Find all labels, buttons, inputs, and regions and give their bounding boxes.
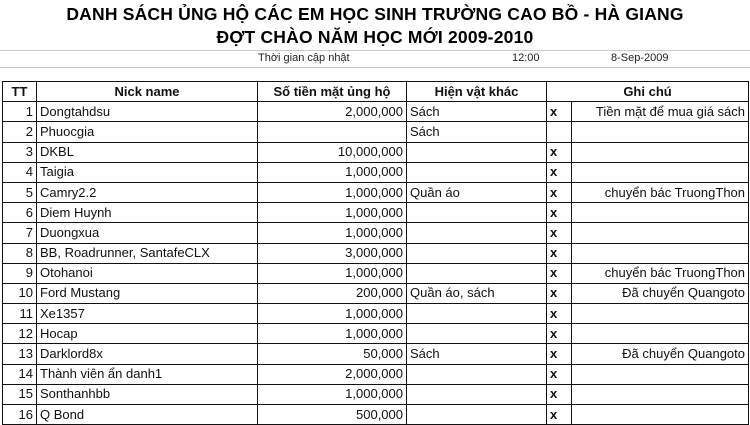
transfer-mark: x	[547, 384, 572, 404]
nick-name-cell: Thành viên ẩn danh1	[37, 364, 258, 384]
row-number: 15	[3, 384, 37, 404]
donation-table	[2, 81, 749, 425]
nick-name-cell: Darklord8x	[37, 344, 258, 364]
header-row	[3, 82, 749, 102]
row-number: 6	[3, 203, 37, 223]
amount-cell: 1,000,000	[258, 384, 407, 404]
transfer-mark: x	[547, 102, 572, 122]
goods-cell	[407, 263, 547, 283]
nick-name-cell: BB, Roadrunner, SantafeCLX	[37, 243, 258, 263]
header-note: Ghi chú	[547, 82, 749, 102]
amount-cell: 500,000	[258, 405, 407, 425]
nick-name-cell: DKBL	[37, 142, 258, 162]
table-row	[3, 162, 749, 182]
note-cell	[572, 122, 749, 142]
row-number: 3	[3, 142, 37, 162]
row-number: 2	[3, 122, 37, 142]
nick-name-cell: Hocap	[37, 324, 258, 344]
table-row	[3, 142, 749, 162]
table-row	[3, 405, 749, 425]
transfer-mark: x	[547, 283, 572, 303]
transfer-mark: x	[547, 364, 572, 384]
table-row	[3, 122, 749, 142]
amount-cell: 1,000,000	[258, 324, 407, 344]
note-cell	[572, 324, 749, 344]
table-row	[3, 182, 749, 202]
update-date: 8-Sep-2009	[611, 52, 669, 64]
transfer-mark	[547, 122, 572, 142]
goods-cell	[407, 384, 547, 404]
amount-cell: 3,000,000	[258, 243, 407, 263]
note-cell	[572, 243, 749, 263]
row-number: 16	[3, 405, 37, 425]
update-label: Thời gian cập nhật	[258, 52, 350, 64]
goods-cell: Quần áo	[407, 182, 547, 202]
note-cell: chuyển bác TruongThon	[572, 263, 749, 283]
table-row	[3, 243, 749, 263]
row-number: 10	[3, 283, 37, 303]
amount-cell: 2,000,000	[258, 364, 407, 384]
table-row	[3, 344, 749, 364]
note-cell: chuyển bác TruongThon	[572, 182, 749, 202]
amount-cell: 1,000,000	[258, 162, 407, 182]
goods-cell	[407, 364, 547, 384]
transfer-mark: x	[547, 263, 572, 283]
note-cell	[572, 203, 749, 223]
table-row	[3, 324, 749, 344]
sheet-title: DANH SÁCH ỦNG HỘ CÁC EM HỌC SINH TRƯỜNG CAO BỒ - HÀ GIANG	[66, 4, 684, 24]
goods-cell	[407, 243, 547, 263]
nick-name-cell: Xe1357	[37, 304, 258, 324]
note-cell	[572, 162, 749, 182]
goods-cell: Quần áo, sách	[407, 283, 547, 303]
row-number: 4	[3, 162, 37, 182]
goods-cell	[407, 304, 547, 324]
update-row	[0, 51, 750, 67]
row-number: 8	[3, 243, 37, 263]
row-number: 12	[3, 324, 37, 344]
nick-name-cell: Dongtahdsu	[37, 102, 258, 122]
transfer-mark: x	[547, 182, 572, 202]
amount-cell: 1,000,000	[258, 263, 407, 283]
transfer-mark: x	[547, 243, 572, 263]
amount-cell: 2,000,000	[258, 102, 407, 122]
amount-cell: 1,000,000	[258, 182, 407, 202]
nick-name-cell: Phuocgia	[37, 122, 258, 142]
transfer-mark: x	[547, 304, 572, 324]
transfer-mark: x	[547, 405, 572, 425]
nick-name-cell: Duongxua	[37, 223, 258, 243]
update-time: 12:00	[512, 52, 540, 64]
amount-cell: 10,000,000	[258, 142, 407, 162]
goods-cell	[407, 324, 547, 344]
row-number: 14	[3, 364, 37, 384]
note-cell	[572, 142, 749, 162]
note-cell: Đã chuyển Quangoto	[572, 283, 749, 303]
table-row	[3, 263, 749, 283]
table-row	[3, 223, 749, 243]
nick-name-cell: Sonthanhbb	[37, 384, 258, 404]
goods-cell	[407, 142, 547, 162]
header-goods: Hiện vật khác	[407, 82, 547, 102]
nick-name-cell: Ford Mustang	[37, 283, 258, 303]
nick-name-cell: Diem Huynh	[37, 203, 258, 223]
note-cell: Đã chuyển Quangoto	[572, 344, 749, 364]
transfer-mark: x	[547, 162, 572, 182]
nick-name-cell: Camry2.2	[37, 182, 258, 202]
amount-cell	[258, 122, 407, 142]
header-nick-name: Nick name	[37, 82, 258, 102]
transfer-mark: x	[547, 203, 572, 223]
note-cell	[572, 384, 749, 404]
amount-cell: 50,000	[258, 344, 407, 364]
header-amount: Số tiền mặt ủng hộ	[258, 82, 407, 102]
table-row	[3, 384, 749, 404]
transfer-mark: x	[547, 142, 572, 162]
note-cell	[572, 364, 749, 384]
goods-cell: Sách	[407, 122, 547, 142]
amount-cell: 1,000,000	[258, 223, 407, 243]
nick-name-cell: Otohanoi	[37, 263, 258, 283]
table-row	[3, 364, 749, 384]
sheet-subtitle: ĐỢT CHÀO NĂM HỌC MỚI 2009-2010	[216, 27, 534, 47]
table-row	[3, 304, 749, 324]
goods-cell	[407, 203, 547, 223]
row-number: 7	[3, 223, 37, 243]
note-cell	[572, 304, 749, 324]
table-row	[3, 283, 749, 303]
note-cell	[572, 405, 749, 425]
table-row	[3, 203, 749, 223]
table-row	[3, 102, 749, 122]
amount-cell: 1,000,000	[258, 203, 407, 223]
goods-cell	[407, 162, 547, 182]
transfer-mark: x	[547, 324, 572, 344]
row-number: 13	[3, 344, 37, 364]
row-number: 5	[3, 182, 37, 202]
row-divider	[0, 67, 750, 68]
transfer-mark: x	[547, 344, 572, 364]
note-cell	[572, 223, 749, 243]
goods-cell	[407, 223, 547, 243]
goods-cell: Sách	[407, 102, 547, 122]
row-number: 11	[3, 304, 37, 324]
amount-cell: 1,000,000	[258, 304, 407, 324]
header-tt: TT	[3, 82, 37, 102]
row-number: 9	[3, 263, 37, 283]
row-number: 1	[3, 102, 37, 122]
nick-name-cell: Q Bond	[37, 405, 258, 425]
goods-cell: Sách	[407, 344, 547, 364]
amount-cell: 200,000	[258, 283, 407, 303]
note-cell: Tiền mặt để mua giá sách	[572, 102, 749, 122]
nick-name-cell: Taigia	[37, 162, 258, 182]
goods-cell	[407, 405, 547, 425]
transfer-mark: x	[547, 223, 572, 243]
